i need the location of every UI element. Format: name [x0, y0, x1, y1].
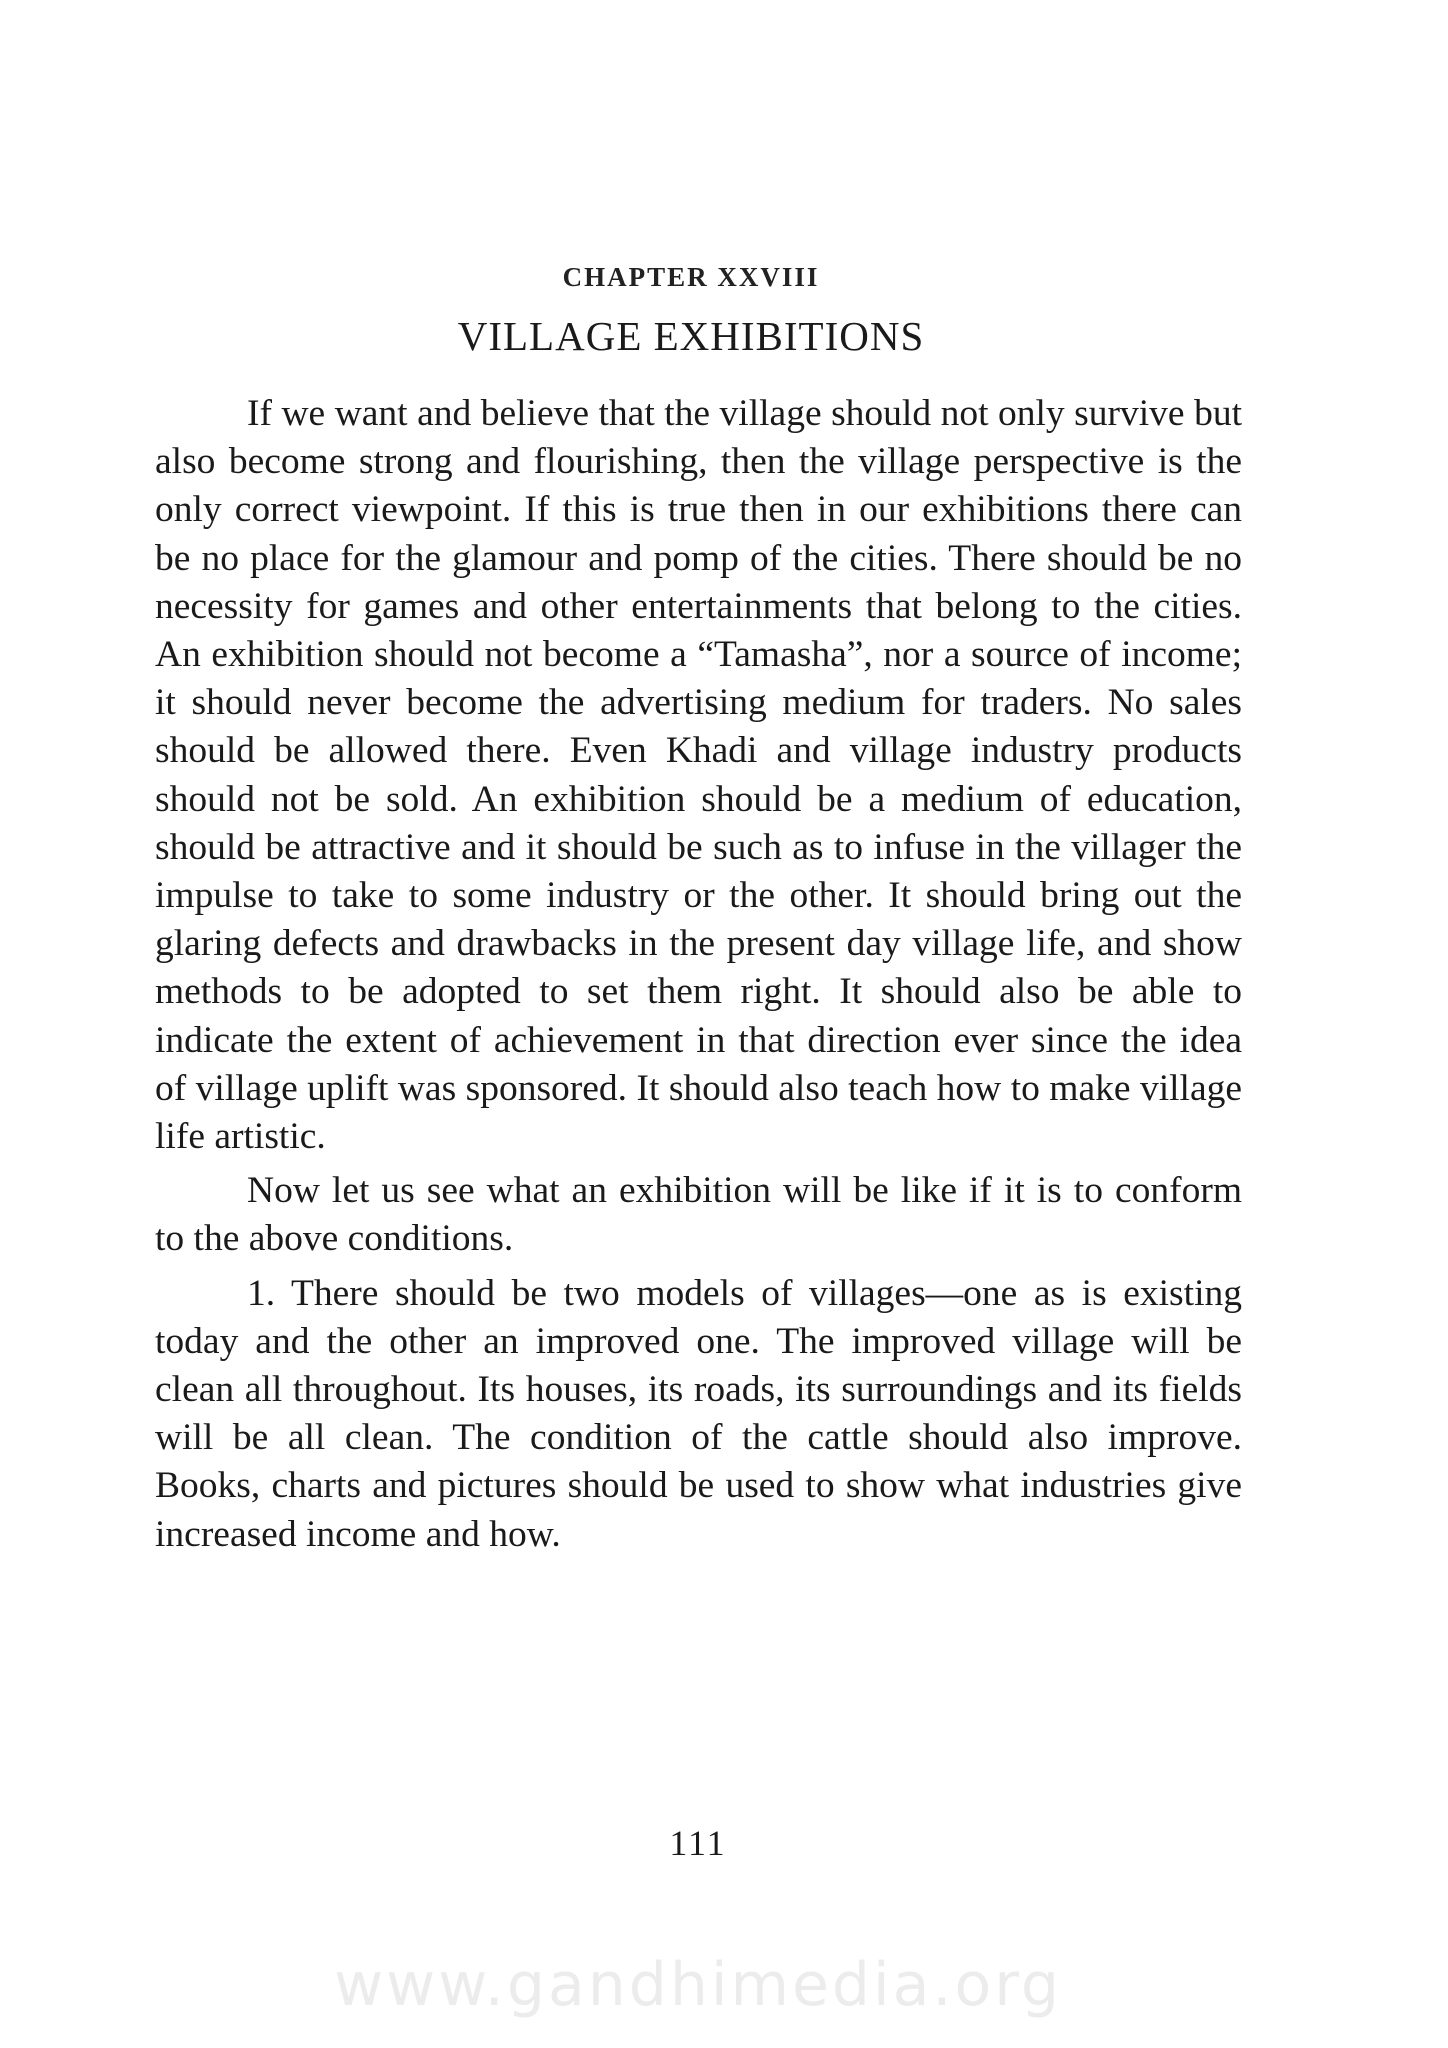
paragraph-2: Now let us see what an exhibition will be like if it is to conform to the above conditions.: [155, 1170, 1242, 1260]
body-text: [155, 390, 1242, 1565]
paragraph-3: 1. There should be two models of villages—one as is existing today and the other an improved one. The improved village will be clean all throughout. Its houses, its roads, its surroundings and its fields will be all clean. The condition of the cattle should also improve. Books, charts and pictures should be used to show what industries give increased income and how.: [155, 1272, 1242, 1555]
page-number: 111: [669, 1823, 727, 1863]
paragraph-1: If we want and believe that the village should not only survive but also become strong and flourishing, then the village perspective is the only correct viewpoint. If this is true then in our exhibitions there can be no place for the glamour and pomp of the cities. There should be no necessity for games and other entertainments that belong to the cities. An exhibition should not become a “Tamasha”, nor a source of income; it should never become the advertising medium for traders. No sales should be allowed there. Even Khadi and village industry products should not be sold. An exhibition should be a medium of education, should be attractive and it should be such as to infuse in the villager the impulse to take to some industry or the other. It should bring out the glaring defects and drawbacks in the present day village life, and show methods to be adopted to set them right. It should also be able to indicate the extent of achievement in that direction ever since the idea of village uplift was sponsored. It should also teach how to make village life artistic.: [155, 393, 1242, 1158]
chapter-label: CHAPTER XXVIII: [562, 262, 820, 292]
chapter-title: VILLAGE EXHIBITIONS: [457, 313, 925, 359]
watermark: www.gandhimedia.org: [334, 1950, 1062, 2020]
